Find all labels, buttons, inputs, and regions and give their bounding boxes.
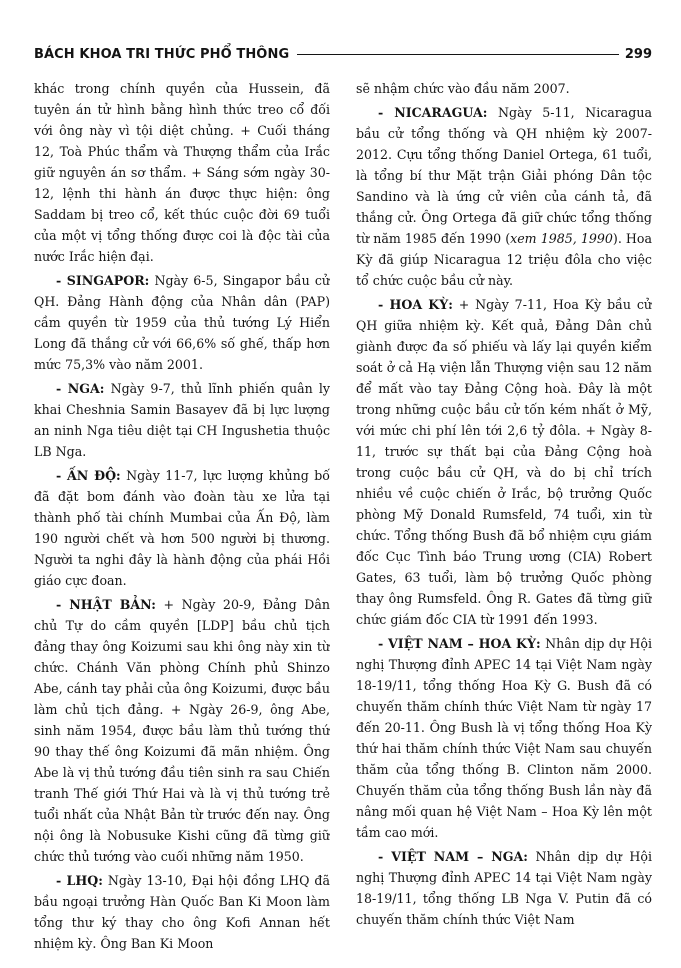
header-rule bbox=[297, 54, 619, 55]
entry-vietnam-usa bbox=[356, 633, 652, 843]
entry-heading: - SINGAPOR: bbox=[56, 273, 150, 288]
entry-usa bbox=[356, 294, 652, 630]
entry-body: + Ngày 20-9, Đảng Dân chủ Tự do cầm quyền [LDP] bầu chủ tịch đảng thay ông Koizumi sau khi ông này xin từ chức. Chánh Văn phòng Chính phủ Shinzo Abe, cánh tay phải của ông Koizumi, được bầu làm chủ tịch đảng. + Ngày 26-9, ông Abe, sinh năm 1954, được bầu làm thủ tướng thứ 90 thay thế ông Koizumi đã mãn nhiệm. Ông Abe là vị thủ tướng đầu tiên sinh ra sau Chiến tranh Thế giới Thứ Hai và là vị thủ tướng trẻ tuổi nhất của Nhật Bản từ trước đến nay. Ông nội ông là Nobusuke Kishi cũng đã từng giữ chức thủ tướng vào cuối những năm 1950. bbox=[34, 597, 330, 864]
entry-body: Nhân dịp dự Hội nghị Thượng đỉnh APEC 14 tại Việt Nam ngày 18-19/11, tổng thống LB Nga V. Putin đã có chuyến thăm chính thức Việt Nam bbox=[356, 849, 652, 927]
paragraph-ban-ki-moon: sẽ nhậm chức vào đầu năm 2007. bbox=[356, 81, 570, 96]
left-column bbox=[34, 78, 330, 954]
entry-heading: - LHQ: bbox=[56, 873, 103, 888]
text-columns bbox=[34, 78, 652, 954]
entry-heading: - NGA: bbox=[56, 381, 105, 396]
entry-heading: - VIỆT NAM – HOA KỲ: bbox=[378, 636, 541, 651]
entry-heading: - NHẬT BẢN: bbox=[56, 597, 156, 612]
entry-body: Nhân dịp dự Hội nghị Thượng đỉnh APEC 14 tại Việt Nam ngày 18-19/11, tổng thống Hoa Kỳ G. Bush đã có chuyến thăm chính thức Việt Nam từ ngày 17 đến 20-11. Ông Bush là vị tổng thống Hoa Kỳ thứ hai thăm chính thức Việt Nam sau chuyến thăm của tổng thống B. Clinton năm 2000. Chuyến thăm của tổng thống Bush lần này đã nâng mối quan hệ Việt Nam – Hoa Kỳ lên một tầm cao mới. bbox=[356, 636, 652, 840]
entry-nicaragua bbox=[356, 102, 652, 291]
entry-india bbox=[34, 465, 330, 591]
entry-body: Ngày 13-10, Đại hội đồng LHQ đã bầu ngoại trưởng Hàn Quốc Ban Ki Moon làm tổng thư ký thay cho ông Kofi Annan hết nhiệm kỳ. Ông Ban Ki Moon bbox=[34, 873, 330, 951]
entry-russia bbox=[34, 378, 330, 462]
entry-heading: - HOA KỲ: bbox=[378, 297, 453, 312]
entry-heading: - VIỆT NAM – NGA: bbox=[378, 849, 528, 864]
header-title: BÁCH KHOA TRI THỨC PHỔ THÔNG bbox=[34, 46, 290, 62]
page-number: 299 bbox=[624, 46, 652, 62]
paragraph-hussein: khác trong chính quyền của Hussein, đã tuyên án tử hình bằng hình thức treo cổ đối với ông này vì tội diệt chủng. + Cuối tháng 12, Toà Phúc thẩm và Thượng thẩm của Irắc giữ nguyên án sơ thẩm. + Sáng sớm ngày 30-12, lệnh thi hành án được thực hiện: ông Saddam bị treo cổ, kết thúc cuộc đời 69 tuổi của một vị tổng thống được coi là độc tài của nước Irắc hiện đại. bbox=[34, 81, 330, 264]
entry-vietnam-russia bbox=[356, 846, 652, 930]
entry-body: Ngày 9-7, thủ lĩnh phiến quân ly khai Cheshnia Samin Basayev đã bị lực lượng an ninh Nga tiêu diệt tại CH Ingushetia thuộc LB Nga. bbox=[34, 381, 330, 459]
cross-reference: xem 1985, 1990 bbox=[510, 231, 613, 246]
entry-japan bbox=[34, 594, 330, 867]
entry-singapore bbox=[34, 270, 330, 375]
entry-heading: - NICARAGUA: bbox=[378, 105, 488, 120]
right-column bbox=[356, 78, 652, 954]
entry-heading: - ẤN ĐỘ: bbox=[56, 468, 121, 483]
entry-body: + Ngày 7-11, Hoa Kỳ bầu cử QH giữa nhiệm kỳ. Kết quả, Đảng Dân chủ giành được đa số phiếu và lấy lại quyền kiểm soát ở cả Hạ viện lẫn Thượng viện sau 12 năm để mất vào tay Đảng Cộng hoà. Đây là một trong những cuộc bầu cử tốn kém nhất ở Mỹ, với mức chi phí lên tới 2,6 tỷ đôla. + Ngày 8-11, trước sự thất bại của Đảng Cộng hoà trong cuộc bầu cử QH, và do bị chỉ trích nhiều về cuộc chiến ở Irắc, bộ trưởng Quốc phòng Mỹ Donald Rumsfeld, 74 tuổi, xin từ chức. Tổng thống Bush đã bổ nhiệm cựu giám đốc Cục Tình báo Trung ương (CIA) Robert Gates, 63 tuổi, làm bộ trưởng Quốc phòng thay ông Rumsfeld. Ông R. Gates đã từng giữ chức giám đốc CIA từ 1991 đến 1993. bbox=[356, 297, 652, 627]
entry-body: ). Hoa Kỳ đã giúp Nicaragua 12 triệu đôla cho việc tổ chức cuộc bầu cử này. bbox=[356, 231, 652, 288]
entry-un bbox=[34, 870, 330, 954]
running-header bbox=[34, 44, 652, 64]
entry-body: Ngày 6-5, Singapor bầu cử QH. Đảng Hành động của Nhân dân (PAP) cầm quyền từ 1959 của thủ tướng Lý Hiển Long đã thắng cử với 66,6% số ghế, thấp hơn mức 75,3% vào năm 2001. bbox=[34, 273, 330, 372]
entry-body: Ngày 11-7, lực lượng khủng bố đã đặt bom đánh vào đoàn tàu xe lửa tại thành phố tài chính Mumbai của Ấn Độ, làm 190 người chết và hơn 500 người bị thương. Người ta nghi đây là hành động của phái Hồi giáo cực đoan. bbox=[34, 468, 330, 588]
entry-body: Ngày 5-11, Nicaragua bầu cử tổng thống và QH nhiệm kỳ 2007-2012. Cựu tổng thống Daniel Ortega, 61 tuổi, là tổng bí thư Mặt trận Giải phóng Dân tộc Sandino và là ứng cử viên của cánh tả, đã thắng cử. Ông Ortega đã giữ chức tổng thống từ năm 1985 đến 1990 ( bbox=[356, 105, 652, 246]
